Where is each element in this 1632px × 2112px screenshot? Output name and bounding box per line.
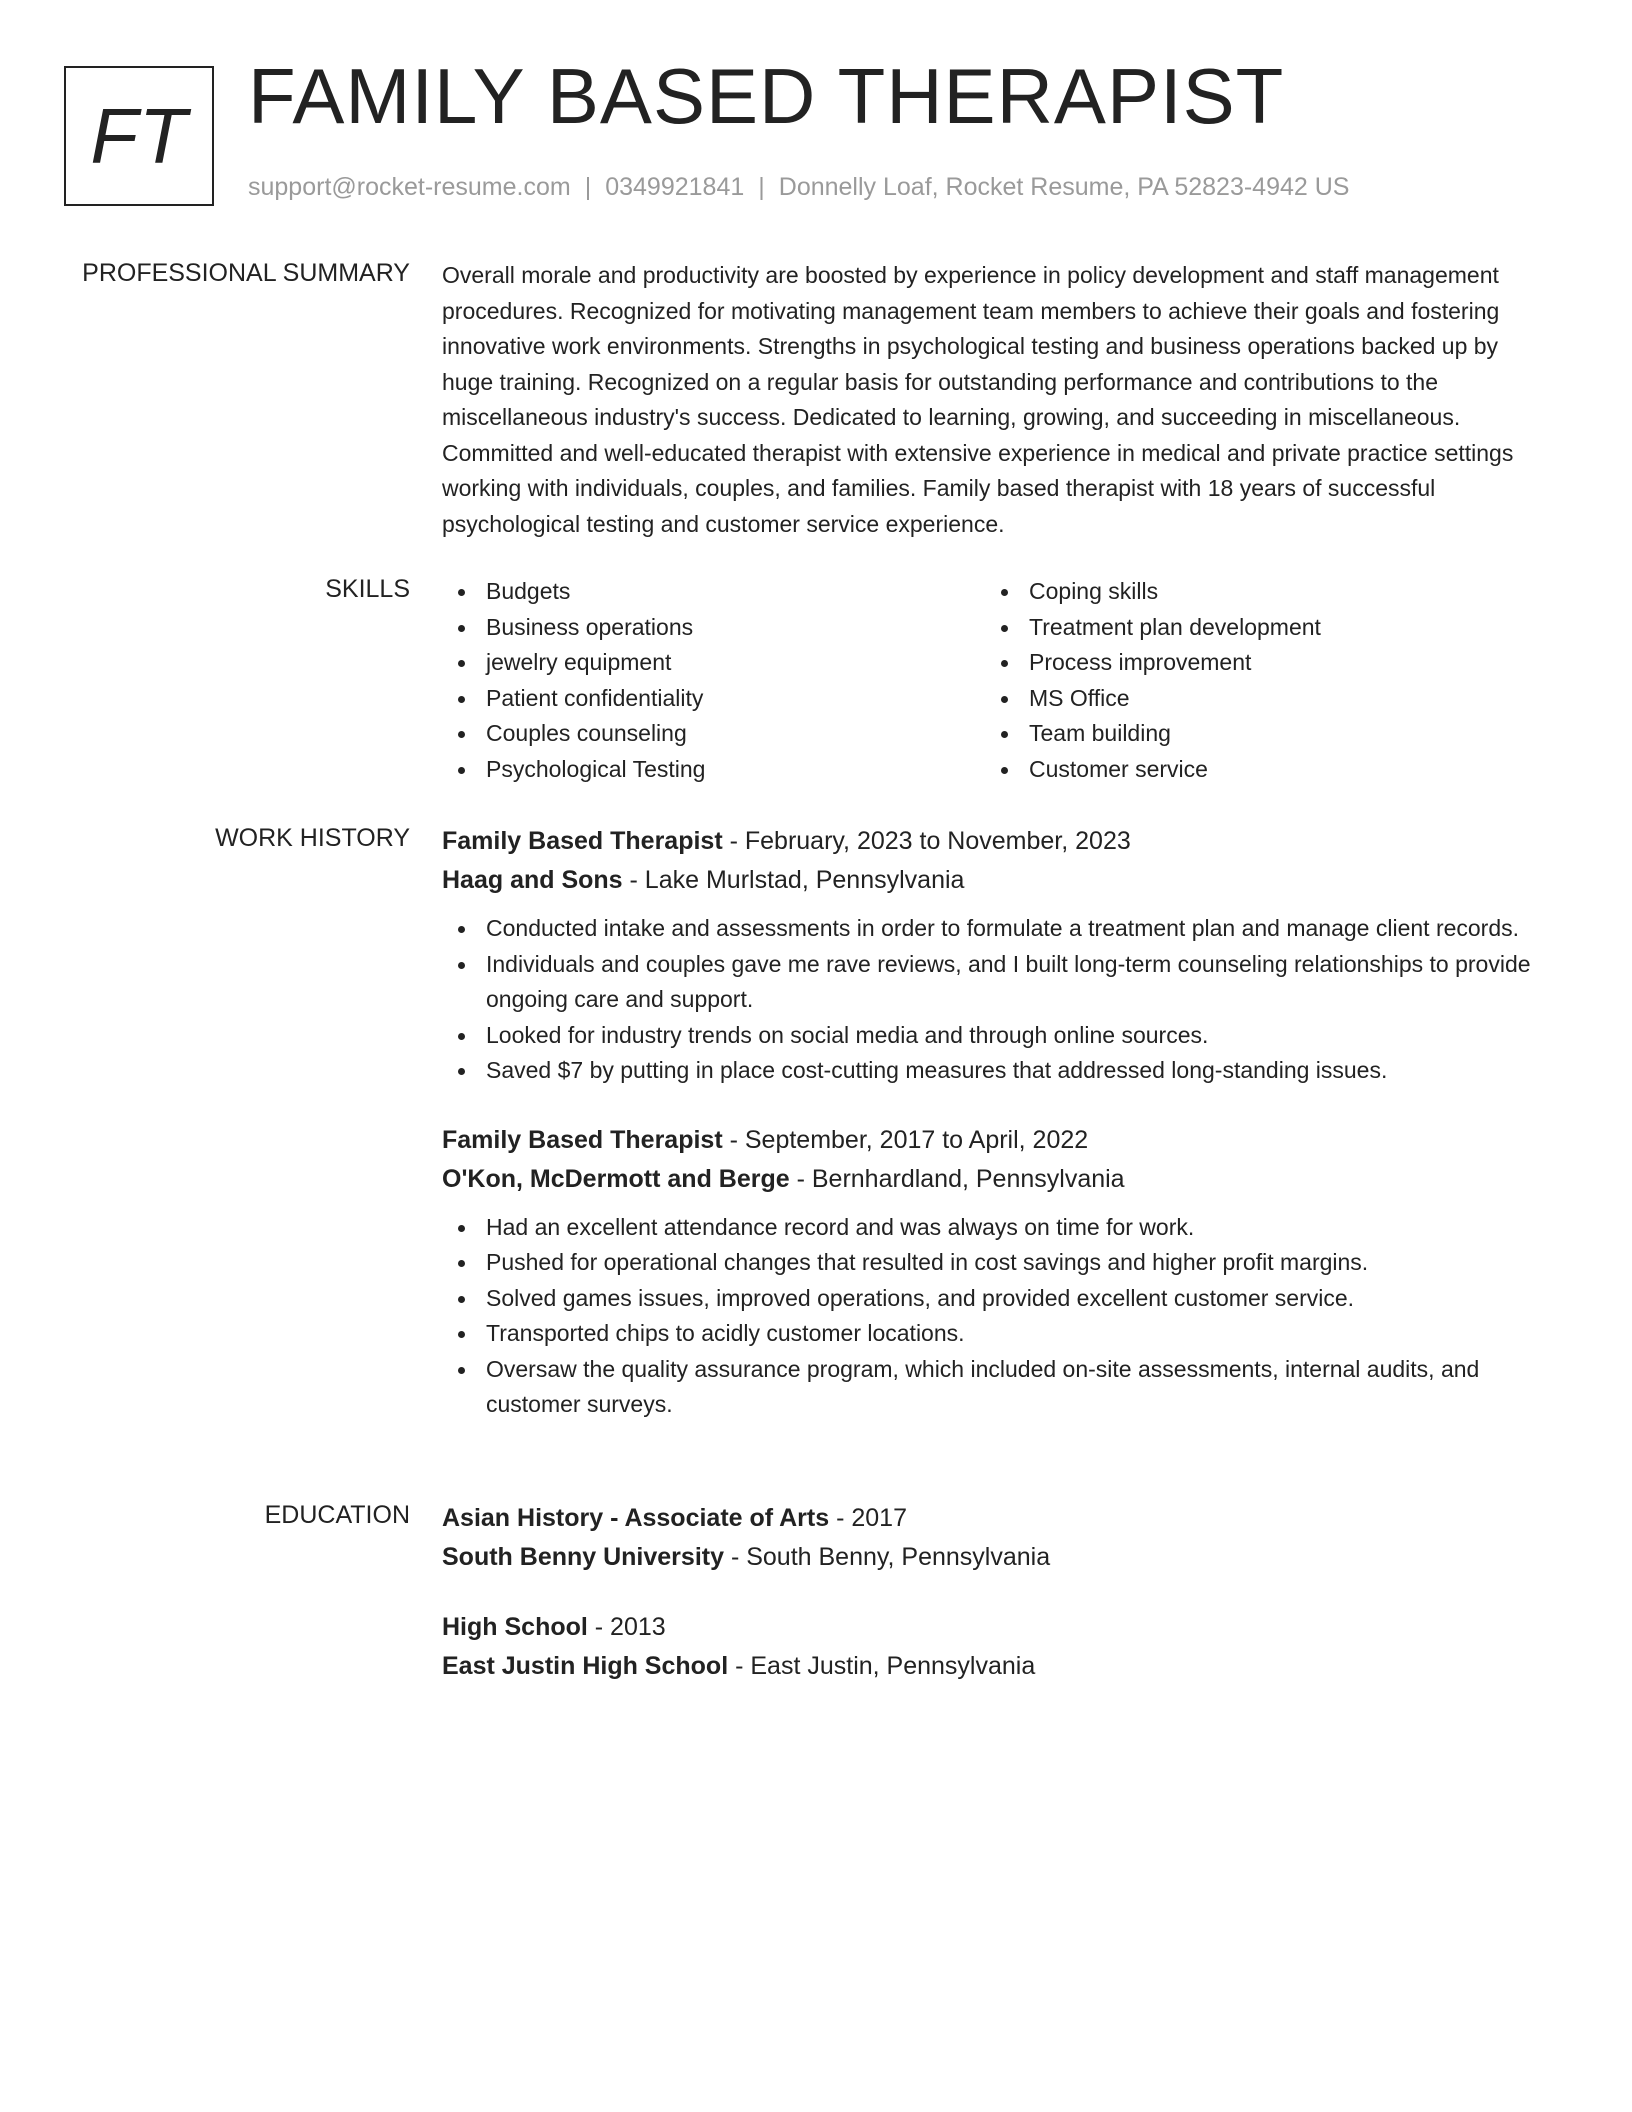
job-company: O'Kon, McDermott and Berge <box>442 1164 790 1193</box>
education-school: South Benny University <box>442 1543 724 1571</box>
skills-list-left <box>442 574 985 787</box>
skill-item: Budgets <box>442 574 985 610</box>
section-label-summary: PROFESSIONAL SUMMARY <box>82 259 410 287</box>
summary-body <box>442 258 1552 542</box>
education-entry <box>442 1499 1552 1577</box>
job-duty: Transported chips to acidly customer locations. <box>442 1316 1552 1352</box>
skill-item: Couples counseling <box>442 716 985 752</box>
section-label-work: WORK HISTORY <box>215 824 410 852</box>
skill-item: MS Office <box>985 681 1528 717</box>
job-duty: Oversaw the quality assurance program, which included on-site assessments, internal audits, and customer surveys. <box>442 1352 1552 1423</box>
education-body <box>442 1499 1552 1686</box>
job-title-line <box>442 1121 1552 1160</box>
education-school-line <box>442 1647 1552 1686</box>
job-duty: Individuals and couples gave me rave reviews, and I built long-term counseling relationships to provide ongoing care and support. <box>442 947 1552 1018</box>
job-company-line <box>442 1160 1552 1199</box>
monogram-initials: FT <box>90 92 188 180</box>
job-duty: Looked for industry trends on social media and through online sources. <box>442 1018 1552 1054</box>
job-entry <box>442 1121 1552 1423</box>
job-company: Haag and Sons <box>442 866 623 894</box>
skill-item: Patient confidentiality <box>442 681 985 717</box>
education-school-line <box>442 1538 1552 1577</box>
education-degree-line <box>442 1608 1552 1647</box>
job-dates: - February, 2023 to November, 2023 <box>722 827 1131 855</box>
job-title: Family Based Therapist <box>442 1125 723 1154</box>
job-location: - Lake Murlstad, Pennsylvania <box>622 866 965 894</box>
contact-line <box>248 172 1349 202</box>
education-school: East Justin High School <box>442 1652 729 1680</box>
contact-separator: | <box>584 173 592 201</box>
contact-address: Donnelly Loaf, Rocket Resume, PA 52823-4942 US <box>778 173 1350 201</box>
contact-separator: | <box>758 173 765 201</box>
job-duty: Solved games issues, improved operations, and provided excellent customer service. <box>442 1281 1552 1317</box>
skill-item: Customer service <box>985 752 1528 788</box>
job-duty: Saved $7 by putting in place cost-cutting measures that addressed long-standing issues. <box>442 1053 1552 1089</box>
work-body <box>442 822 1552 1423</box>
education-location: - East Justin, Pennsylvania <box>728 1652 1036 1680</box>
section-label-skills: SKILLS <box>325 575 410 603</box>
section-label-education: EDUCATION <box>264 1501 410 1529</box>
job-duty: Pushed for operational changes that resulted in cost savings and higher profit margins. <box>442 1245 1552 1281</box>
job-duties <box>442 911 1552 1089</box>
resume-title: FAMILY BASED THERAPIST <box>248 52 1285 140</box>
monogram-box <box>64 66 214 206</box>
skills-body <box>442 574 1552 787</box>
skills-columns <box>442 574 1552 787</box>
job-duty: Had an excellent attendance record and was always on time for work. <box>442 1210 1552 1246</box>
contact-email: support@rocket-resume.com <box>248 173 571 201</box>
education-year: - 2017 <box>829 1504 907 1532</box>
skill-item: jewelry equipment <box>442 645 985 681</box>
skill-item: Process improvement <box>985 645 1528 681</box>
skill-item: Coping skills <box>985 574 1528 610</box>
job-title-line <box>442 822 1552 861</box>
education-degree: High School <box>442 1613 588 1641</box>
education-year: - 2013 <box>587 1613 666 1641</box>
skill-item: Treatment plan development <box>985 610 1528 646</box>
job-location: - Bernhardland, Pennsylvania <box>789 1164 1125 1193</box>
education-degree: Asian History - Associate of Arts <box>442 1504 830 1532</box>
education-entry <box>442 1608 1552 1686</box>
job-dates: - September, 2017 to April, 2022 <box>722 1125 1089 1154</box>
skills-list-right <box>985 574 1528 787</box>
job-title: Family Based Therapist <box>442 827 723 855</box>
job-duties <box>442 1210 1552 1423</box>
education-degree-line <box>442 1499 1552 1538</box>
summary-text: Overall morale and productivity are boosted by experience in policy development and staff management procedures. Recognized for motivating management team members to achieve their goals and fostering innovative work environments. Strengths in psychological testing and business operations backed up by huge training. Recognized on a regular basis for outstanding performance and contributions to the miscellaneous industry's success. Dedicated to learning, growing, and succeeding in miscellaneous. Committed and well-educated therapist with extensive experience in medical and private practice settings working with individuals, couples, and families. Family based therapist with 18 years of successful psychological testing and customer service experience. <box>442 262 1514 537</box>
job-company-line <box>442 861 1552 900</box>
skill-item: Team building <box>985 716 1528 752</box>
job-duty: Conducted intake and assessments in order to formulate a treatment plan and manage client records. <box>442 911 1552 947</box>
skill-item: Business operations <box>442 610 985 646</box>
job-entry <box>442 822 1552 1089</box>
skill-item: Psychological Testing <box>442 752 985 788</box>
education-location: - South Benny, Pennsylvania <box>724 1543 1051 1571</box>
contact-phone: 0349921841 <box>605 173 745 201</box>
